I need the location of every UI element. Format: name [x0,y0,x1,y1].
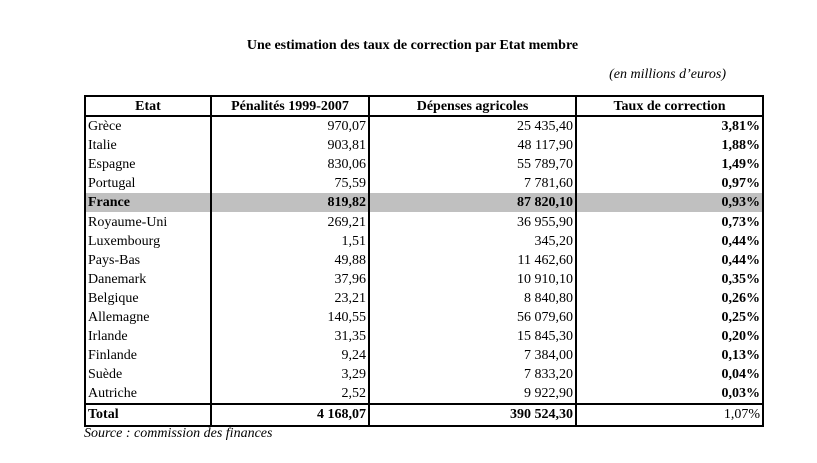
cell-penalites: 140,55 [211,308,369,327]
cell-etat: Royaume-Uni [85,212,211,231]
header-depenses: Dépenses agricoles [369,96,576,116]
cell-penalites: 4 168,07 [211,404,369,425]
header-row [85,96,763,116]
table-title: Une estimation des taux de correction par Etat membre [246,38,579,53]
cell-depenses: 36 955,90 [369,212,576,231]
cell-taux: 1,49% [576,155,763,174]
cell-depenses: 345,20 [369,232,576,251]
table-row [85,384,763,404]
cell-depenses: 55 789,70 [369,155,576,174]
cell-depenses: 48 117,90 [369,136,576,155]
table-row [85,346,763,365]
cell-penalites: 23,21 [211,289,369,308]
total-row [85,404,763,425]
cell-penalites: 3,29 [211,365,369,384]
cell-penalites: 75,59 [211,174,369,193]
unit-note: (en millions d’euros) [609,67,726,82]
cell-etat: Suède [85,365,211,384]
cell-etat: Belgique [85,289,211,308]
cell-penalites: 37,96 [211,270,369,289]
cell-etat: Autriche [85,384,211,404]
cell-taux: 0,97% [576,174,763,193]
cell-etat: Italie [85,136,211,155]
cell-taux: 0,44% [576,232,763,251]
table-row [85,365,763,384]
table-row-highlighted [85,193,763,212]
cell-depenses: 11 462,60 [369,251,576,270]
cell-etat: Pays-Bas [85,251,211,270]
header-etat: Etat [85,96,211,116]
cell-etat: Allemagne [85,308,211,327]
cell-penalites: 970,07 [211,116,369,136]
table-row [85,174,763,193]
cell-depenses: 7 781,60 [369,174,576,193]
cell-etat: Finlande [85,346,211,365]
header-taux: Taux de correction [576,96,763,116]
cell-etat: Danemark [85,270,211,289]
cell-depenses: 390 524,30 [369,404,576,425]
cell-etat: Luxembourg [85,232,211,251]
cell-etat: Grèce [85,116,211,136]
cell-depenses: 7 384,00 [369,346,576,365]
table-row [85,327,763,346]
cell-taux: 0,26% [576,289,763,308]
cell-taux: 0,73% [576,212,763,231]
header-penalites: Pénalités 1999-2007 [211,96,369,116]
table-row [85,270,763,289]
cell-penalites: 903,81 [211,136,369,155]
source-note: Source : commission des finances [84,426,273,441]
cell-penalites: 49,88 [211,251,369,270]
cell-depenses: 7 833,20 [369,365,576,384]
cell-penalites: 9,24 [211,346,369,365]
cell-penalites: 830,06 [211,155,369,174]
cell-etat: Portugal [85,174,211,193]
table-row [85,155,763,174]
cell-penalites: 2,52 [211,384,369,404]
cell-taux: 3,81% [576,116,763,136]
cell-etat: Espagne [85,155,211,174]
cell-taux: 0,04% [576,365,763,384]
table-row [85,308,763,327]
table-row [85,251,763,270]
table-row [85,212,763,231]
cell-etat: Total [85,404,211,425]
cell-taux: 0,13% [576,346,763,365]
cell-taux: 0,25% [576,308,763,327]
correction-rate-table [84,95,764,427]
cell-taux: 0,93% [576,193,763,212]
cell-etat: France [85,193,211,212]
cell-etat: Irlande [85,327,211,346]
cell-taux: 0,03% [576,384,763,404]
cell-taux: 1,07% [576,404,763,425]
cell-depenses: 10 910,10 [369,270,576,289]
cell-taux: 1,88% [576,136,763,155]
table-row [85,232,763,251]
cell-depenses: 9 922,90 [369,384,576,404]
cell-depenses: 8 840,80 [369,289,576,308]
cell-depenses: 25 435,40 [369,116,576,136]
cell-taux: 0,35% [576,270,763,289]
cell-depenses: 56 079,60 [369,308,576,327]
cell-penalites: 269,21 [211,212,369,231]
cell-penalites: 1,51 [211,232,369,251]
cell-depenses: 15 845,30 [369,327,576,346]
cell-taux: 0,20% [576,327,763,346]
table-row [85,289,763,308]
cell-penalites: 819,82 [211,193,369,212]
table-row [85,116,763,136]
table-row [85,136,763,155]
cell-taux: 0,44% [576,251,763,270]
cell-penalites: 31,35 [211,327,369,346]
cell-depenses: 87 820,10 [369,193,576,212]
